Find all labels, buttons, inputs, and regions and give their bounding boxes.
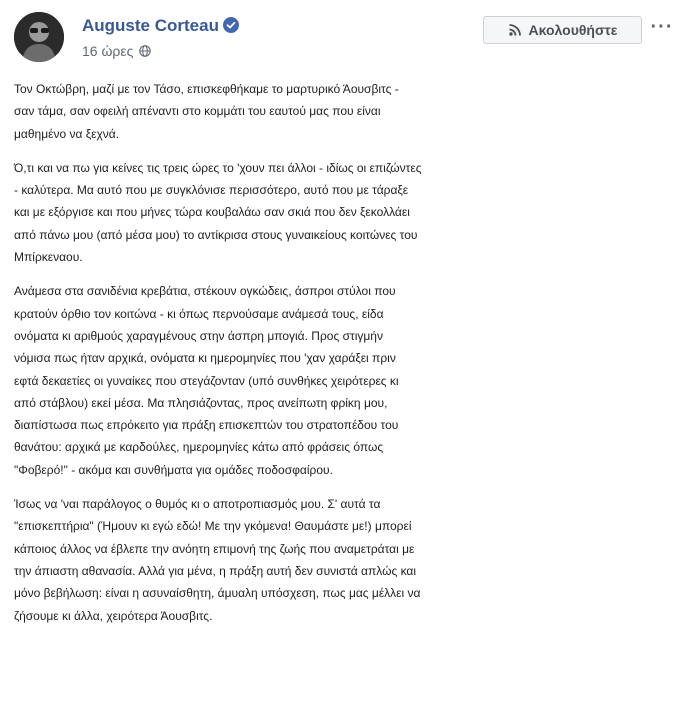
post-timestamp[interactable]: 16 ώρες: [82, 43, 134, 59]
text-line: Τον Οκτώβρη, μαζί με τον Τάσο, επισκεφθήκαμε το μαρτυρικό Άουσβιτς -: [14, 82, 399, 96]
globe-icon[interactable]: [139, 44, 151, 56]
text-line: "Φοβερό!" - ακόμα και συνθήματα για ομάδες ποδοσφαίρου.: [14, 462, 333, 477]
post-meta: [82, 43, 151, 59]
text-line: κάποιος άλλος να έβλεπε την ανόητη επιμονή της ζωής που αναμετράται με: [14, 541, 415, 556]
text-line: από πάνω μου (από μέσα μου) το αντίκρισα στους γυναικείους κοιτώνες του: [14, 227, 418, 242]
follow-button[interactable]: [483, 16, 642, 44]
text-line: Ανάμεσα στα σανιδένια κρεβάτια, στέκουν ογκώδεις, άσπροι στύλοι που: [14, 284, 396, 299]
text-line: ζήσουμε κι άλλα, χειρότερα Άουσβιτς.: [14, 608, 213, 623]
text-line: μόνο βεβήλωση: είναι η ασυναίσθητη, άμυαλη υπόσχεση, πως μας μέλλει να: [14, 586, 421, 601]
post-paragraph: [14, 157, 674, 268]
text-line: μαθημένο να ξεχνά.: [14, 126, 120, 141]
author-line: [82, 16, 239, 36]
post-paragraph: [14, 493, 674, 627]
post-header: [14, 12, 674, 62]
author-name[interactable]: Auguste Corteau: [82, 16, 219, 35]
text-line: Ό,τι και να πω για κείνες τις τρεις ώρες το 'χουν πει άλλοι - ιδίως οι επιζώντες: [14, 160, 422, 175]
text-line: - καλύτερα. Μα αυτό που με συγκλόνισε περισσότερο, αυτό που με τάραξε: [14, 183, 409, 198]
verified-badge-icon: [223, 17, 239, 33]
post-paragraph: [14, 280, 674, 481]
text-line: Μπίρκεναου.: [14, 250, 83, 265]
text-line: Ίσως να 'ναι παράλογος ο θυμός κι ο αποτροπιασμός μου. Σ' αυτά τα: [14, 497, 381, 512]
avatar[interactable]: [14, 12, 64, 62]
post-text: [14, 78, 674, 639]
text-line: ονόματα κι αριθμούς χαραγμένους στην άσπρη μπογιά. Προς στιγμήν: [14, 328, 383, 343]
text-line: νόμισα πως ήταν αρχικά, ονόματα κι ημερομηνίες που 'χαν χαράξει πριν: [14, 351, 396, 366]
text-line: εφτά δεκαετίες οι γυναίκες που στεγάζονταν (υπό συνθήκες χειρότερες κι: [14, 373, 399, 388]
text-line: θανάτου: αρχικά με καρδούλες, ημερομηνίες κάτω από φράσεις όπως: [14, 440, 384, 455]
text-line: κρατούν όρθιο τον κοιτώνα - κι όπως περνούσαμε ανάμεσά τους, είδα: [14, 306, 384, 321]
text-line: σαν τάμα, σαν οφειλή απέναντι στο κομμάτι του εαυτού μας που είναι: [14, 104, 381, 119]
post-paragraph: [14, 78, 674, 145]
text-line: την άπιαστη αθανασία. Αλλά για μένα, η πράξη αυτή δεν συνιστά απλώς και: [14, 563, 417, 578]
text-line: και με εξόργισε και που μήνες τώρα κουβαλάω σαν σκιά που δεν ξεκολλάει: [14, 205, 410, 220]
rss-icon: [508, 23, 522, 37]
text-line: "επισκεπτήρια" (Ήμουν κι εγώ εδώ! Με την γκόμενα! Θαυμάστε με!) μπορεί: [14, 519, 412, 534]
follow-button-label: Ακολουθήστε: [528, 22, 618, 38]
text-line: από στάβλου) εκεί μέσα. Μα πλησιάζοντας, προς ανείπωτη φρίκη μου,: [14, 395, 388, 410]
text-line: διαπίστωσα πως επρόκειτο για πράξη επισκεπτών του στρατοπέδου του: [14, 418, 399, 433]
more-options-icon[interactable]: ···: [650, 16, 674, 38]
